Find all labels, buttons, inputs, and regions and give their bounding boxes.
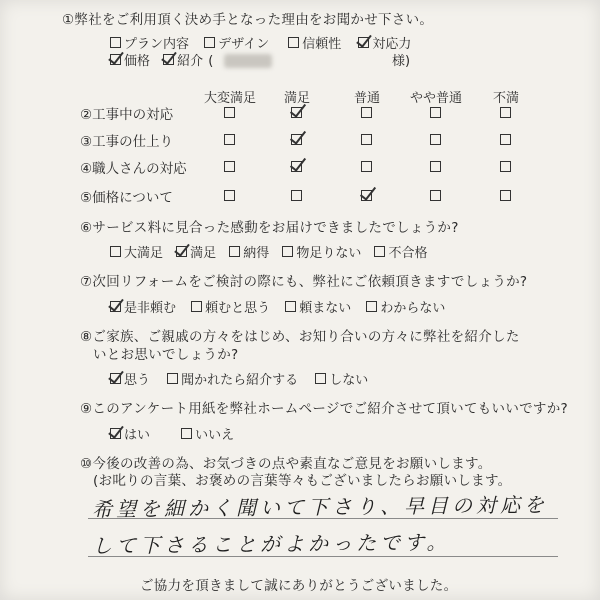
col-dissatisfied: 不満 [492,91,520,106]
question-9: ⑨このアンケート用紙を弊社ホームページでご紹介させて頂いてもいいですか? [80,401,568,417]
checkbox[interactable] [110,37,121,48]
thank-you-footer: ご協力を頂きまして誠にありがとうございました。 [140,578,458,594]
grid-checkbox-checked[interactable] [361,190,372,201]
grid-checkbox[interactable] [361,161,372,172]
question-6: ⑥サービス料に見合った感動をお届けできましたでしょうか? [80,220,459,236]
q8-option-no[interactable]: しない [315,369,368,388]
checkbox[interactable] [374,246,385,257]
checkbox[interactable] [229,246,240,257]
row-label-price: ⑤価格について [80,190,173,206]
handwritten-answer-line1: 希望を細かく聞いて下さり、早目の対応を [91,492,549,522]
q1-option-plan[interactable]: プラン内容 [110,33,189,52]
grid-checkbox[interactable] [224,107,235,118]
grid-checkbox-checked[interactable] [291,134,302,145]
q7-option-unknown[interactable]: わからない [366,297,445,316]
redacted-name [224,54,272,68]
grid-checkbox[interactable] [500,161,511,172]
q1-referral-paren: ( [208,54,214,69]
q7-options [110,297,445,316]
q6-option-fail[interactable]: 不合格 [374,242,427,261]
checkbox[interactable] [315,373,326,384]
q6-option-satisfied[interactable]: 満足 [176,242,216,261]
q6-option-acceptable[interactable]: 納得 [229,242,269,261]
q8-option-yes[interactable]: 思う [110,369,150,388]
checkbox[interactable] [366,301,377,312]
grid-checkbox[interactable] [430,190,441,201]
grid-checkbox[interactable] [361,107,372,118]
checkbox-checked[interactable] [110,54,121,65]
question-10-line2: (お叱りの言葉、お褒めの言葉等々もございましたらお願いします。 [93,473,512,489]
checkbox-checked[interactable] [110,301,121,312]
q6-option-lacking[interactable]: 物足りない [282,242,361,261]
question-8-line1: ⑧ご家族、ご親戚の方々をはじめ、お知り合いの方々に弊社を紹介した [80,329,520,345]
col-very-satisfied: 大変満足 [203,91,257,106]
checkbox[interactable] [191,301,202,312]
checkbox[interactable] [167,373,178,384]
question-7: ⑦次回リフォームをご検討の際にも、弊社にご依頼頂きますでしょうか? [80,274,528,290]
grid-checkbox[interactable] [430,134,441,145]
q9-option-no[interactable]: いいえ [181,424,234,443]
row-label-construction: ②工事中の対応 [80,107,174,123]
q1-honorific: 様) [392,54,411,69]
q1-option-price[interactable]: 価格 [110,50,150,69]
checkbox-checked[interactable] [163,54,174,65]
checkbox[interactable] [110,246,121,257]
question-1: ①弊社をご利用頂く決め手となった理由をお聞かせ下さい。 [62,12,434,28]
checkbox-checked[interactable] [110,428,121,439]
q1-options-row2 [110,50,276,69]
grid-checkbox[interactable] [500,190,511,201]
q8-options [110,369,368,388]
grid-checkbox-checked[interactable] [291,161,302,172]
q9-options [110,424,234,443]
checkbox[interactable] [288,37,299,48]
col-satisfied: 満足 [283,91,311,106]
checkbox[interactable] [282,246,293,257]
checkbox[interactable] [181,428,192,439]
question-8-line2: いとお思いでしょうか? [93,347,239,363]
col-average: 普通 [353,91,381,106]
q7-option-probably[interactable]: 頼むと思う [191,297,270,316]
grid-checkbox[interactable] [291,190,302,201]
grid-checkbox[interactable] [224,161,235,172]
q6-option-very-satisfied[interactable]: 大満足 [110,242,163,261]
checkbox-checked[interactable] [358,37,369,48]
q1-option-response[interactable]: 対応力 [358,33,411,52]
grid-checkbox[interactable] [224,134,235,145]
row-label-finish: ③工事の仕上り [80,134,174,150]
col-slightly-average: やや普通 [409,91,463,106]
checkbox[interactable] [204,37,215,48]
grid-checkbox[interactable] [500,107,511,118]
q7-option-definitely[interactable]: 是非頼む [110,297,176,316]
grid-checkbox[interactable] [430,107,441,118]
grid-checkbox-checked[interactable] [291,107,302,118]
checkbox[interactable] [285,301,296,312]
q1-option-design[interactable]: デザイン [204,33,269,52]
grid-checkbox[interactable] [224,190,235,201]
q8-option-if-asked[interactable]: 聞かれたら紹介する [167,369,298,388]
q6-options [110,242,427,261]
grid-checkbox[interactable] [500,134,511,145]
checkbox-checked[interactable] [176,246,187,257]
question-10-line1: ⑩今後の改善の為、お気づきの点や素直なご意見をお願いします。 [80,456,492,472]
handwritten-answer-line2: して下さることがよかったです。 [91,530,451,558]
grid-checkbox[interactable] [430,161,441,172]
grid-checkbox[interactable] [361,134,372,145]
checkbox-checked[interactable] [110,373,121,384]
q1-option-referral[interactable]: 紹介 [163,50,203,69]
row-label-craftsmen: ④職人さんの対応 [80,161,187,177]
q7-option-no[interactable]: 頼まない [285,297,351,316]
q9-option-yes[interactable]: はい [110,424,150,443]
q1-option-trust[interactable]: 信頼性 [288,33,341,52]
